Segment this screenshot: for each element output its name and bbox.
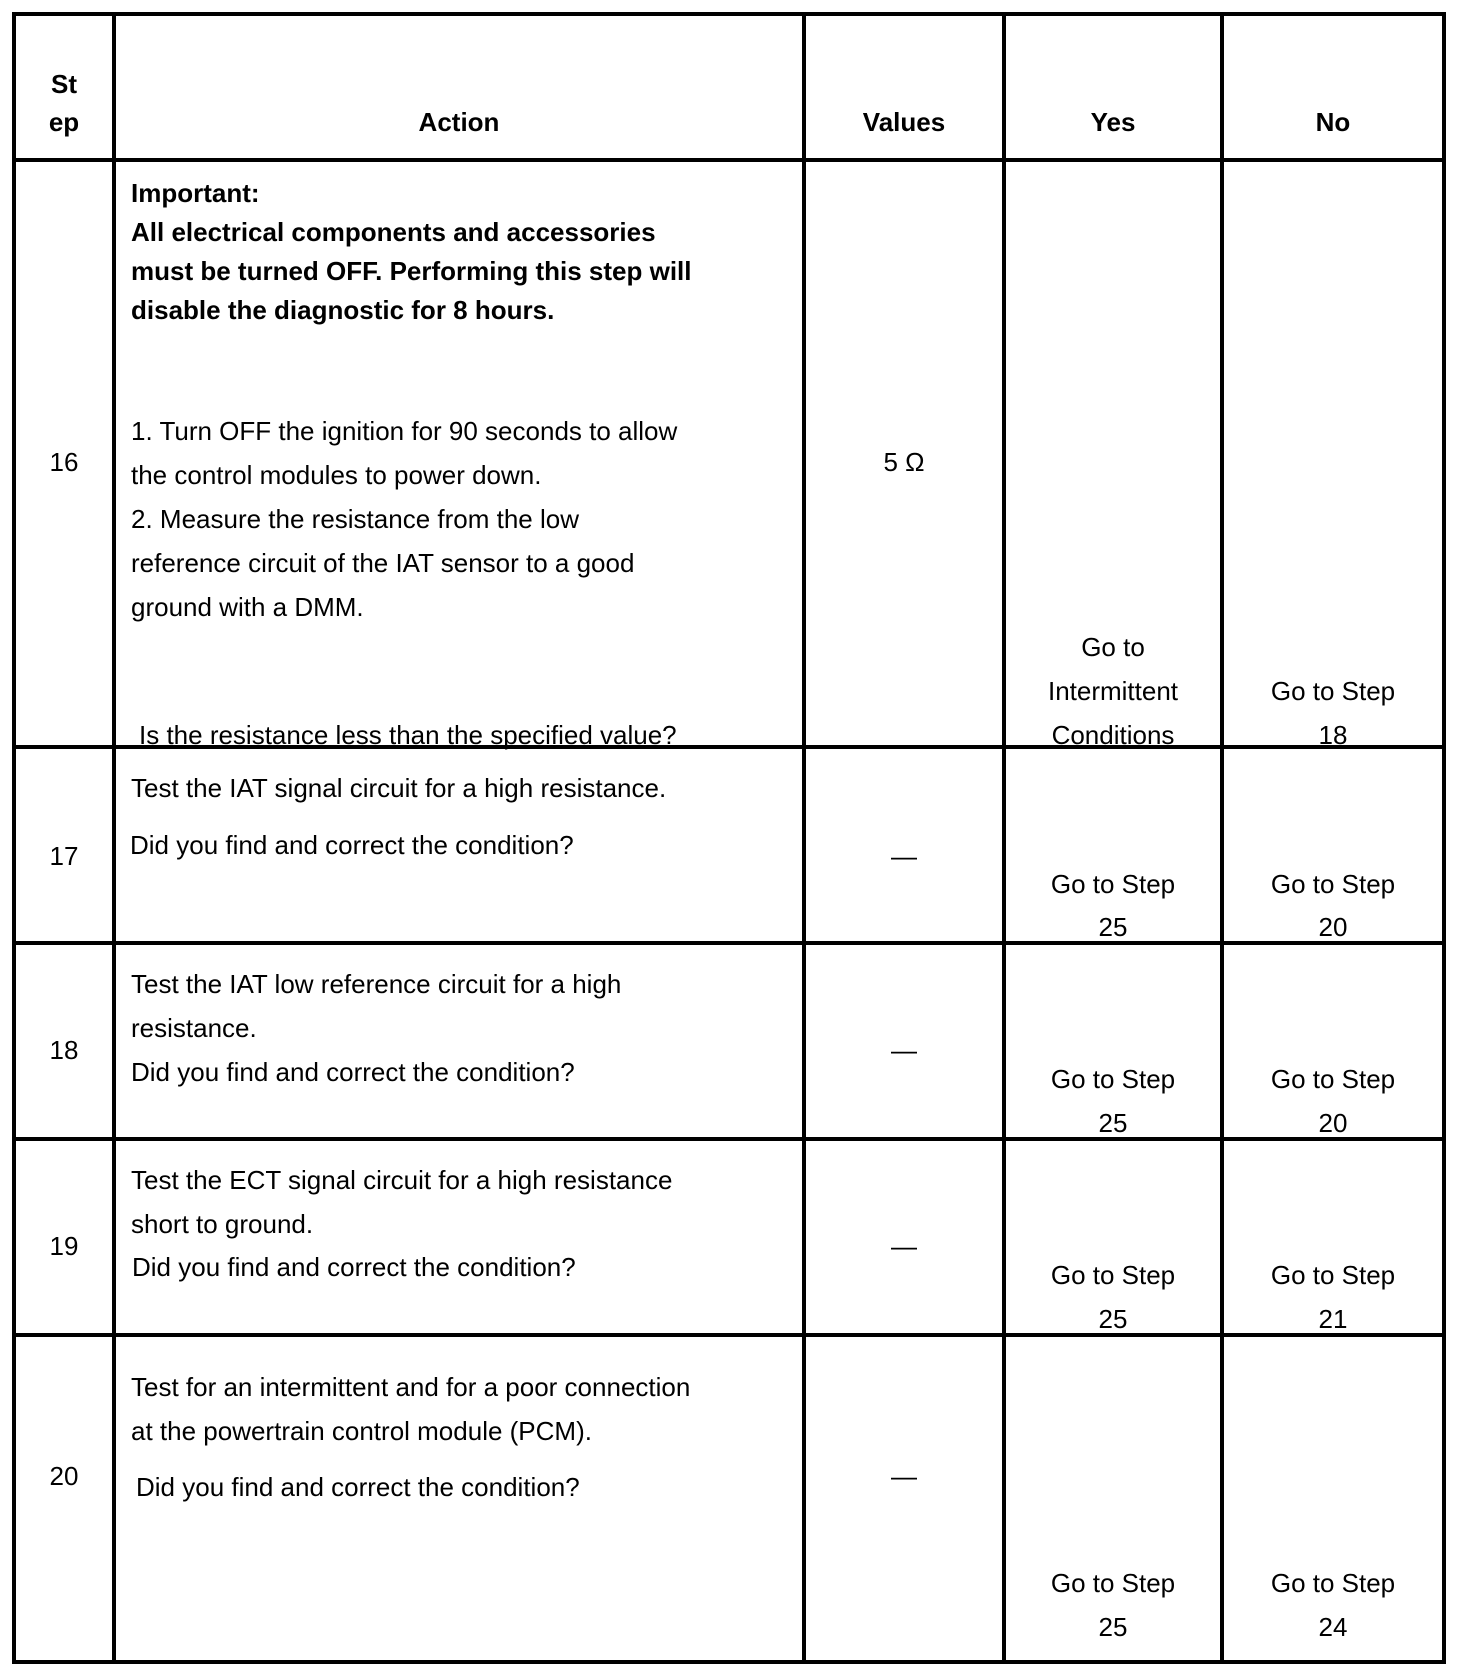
header-step-line1: St (51, 69, 77, 99)
header-no: No (1315, 107, 1351, 137)
header-divider (12, 158, 1446, 162)
yes-result: 25 (1098, 1304, 1128, 1334)
spec-value: — (891, 1461, 917, 1491)
header-values: Values (862, 107, 946, 137)
important-label: Important: (131, 178, 260, 208)
header-action: Action (418, 107, 500, 137)
yes-result: Conditions (1051, 720, 1175, 750)
yes-result: 25 (1098, 912, 1128, 942)
no-result: 24 (1318, 1612, 1348, 1642)
action-text: Test for an intermittent and for a poor connection (131, 1372, 691, 1402)
action-question: Did you find and correct the condition? (130, 830, 574, 860)
step-number: 17 (49, 841, 79, 871)
no-result: 20 (1318, 912, 1348, 942)
important-text: must be turned OFF. Performing this step will (131, 256, 692, 286)
no-result: 21 (1318, 1304, 1348, 1334)
yes-result: 25 (1098, 1108, 1128, 1138)
spec-value: 5 Ω (883, 447, 925, 477)
column-divider (1220, 12, 1224, 1664)
action-text: resistance. (131, 1013, 257, 1043)
action-question: Did you find and correct the condition? (136, 1472, 580, 1502)
step-number: 18 (49, 1035, 79, 1065)
table-border-top (12, 12, 1446, 16)
no-result: Go to Step (1270, 676, 1396, 706)
header-yes: Yes (1090, 107, 1136, 137)
table-border-right (1442, 12, 1446, 1664)
important-text: All electrical components and accessories (131, 217, 656, 247)
action-question: Did you find and correct the condition? (132, 1252, 576, 1282)
spec-value: — (891, 841, 917, 871)
no-result: Go to Step (1270, 1064, 1396, 1094)
yes-result: Go to (1081, 632, 1145, 662)
action-question: Did you find and correct the condition? (131, 1057, 575, 1087)
important-text: disable the diagnostic for 8 hours. (131, 295, 555, 325)
no-result: Go to Step (1270, 869, 1396, 899)
step-number: 20 (49, 1461, 79, 1491)
yes-result: Intermittent (1047, 676, 1179, 706)
header-step-line2: ep (48, 107, 80, 137)
step-number: 19 (49, 1231, 79, 1261)
action-text: Test the IAT low reference circuit for a high (131, 969, 622, 999)
yes-result: Go to Step (1050, 869, 1176, 899)
column-divider (1002, 12, 1006, 1664)
action-text: the control modules to power down. (131, 460, 542, 490)
step-number: 16 (49, 447, 79, 477)
table-border-bottom (12, 1660, 1446, 1664)
no-result: 20 (1318, 1108, 1348, 1138)
action-text: Test the IAT signal circuit for a high resistance. (131, 773, 667, 803)
yes-result: Go to Step (1050, 1568, 1176, 1598)
no-result: Go to Step (1270, 1568, 1396, 1598)
action-question: Is the resistance less than the specified value? (139, 720, 677, 750)
yes-result: Go to Step (1050, 1064, 1176, 1094)
action-text: 1. Turn OFF the ignition for 90 seconds to allow (131, 416, 678, 446)
no-result: Go to Step (1270, 1260, 1396, 1290)
yes-result: Go to Step (1050, 1260, 1176, 1290)
action-text: ground with a DMM. (131, 592, 364, 622)
spec-value: — (891, 1035, 917, 1065)
no-result: 18 (1318, 720, 1348, 750)
action-text: at the powertrain control module (PCM). (131, 1416, 592, 1446)
action-text: reference circuit of the IAT sensor to a good (131, 548, 635, 578)
action-text: Test the ECT signal circuit for a high resistance (131, 1165, 673, 1195)
action-text: short to ground. (131, 1209, 314, 1239)
yes-result: 25 (1098, 1612, 1128, 1642)
action-text: 2. Measure the resistance from the low (131, 504, 579, 534)
diagnostic-table (12, 12, 1446, 1664)
column-divider (112, 12, 116, 1664)
spec-value: — (891, 1231, 917, 1261)
